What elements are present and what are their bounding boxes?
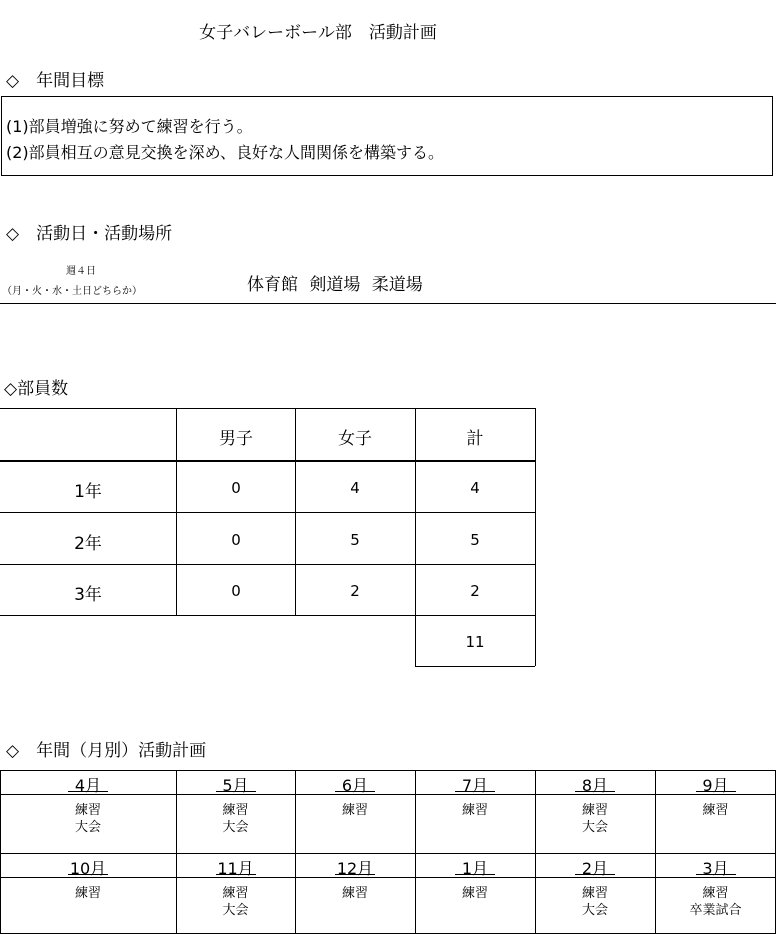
activity-label: 練習 [341,886,368,901]
month-label: 12月 [336,859,374,878]
activity-label: 練習 [74,886,101,901]
goals-heading: ◇ 年間目標 [6,71,105,91]
activity-label: 大会 [74,820,101,835]
member-col-header: 女子 [338,429,372,449]
month-label: 10月 [69,859,107,878]
month-underline [68,791,108,792]
boys-count: 0 [231,479,241,497]
month-label: 3月 [702,859,729,878]
month-underline [335,791,375,792]
grade-label: 1年 [74,482,102,502]
activity-days: （月・火・水・土日どちらか） [2,286,142,297]
plan-heading: ◇ 年間（月別）活動計画 [6,741,207,761]
month-label: 11月 [217,859,254,878]
section-divider [0,303,776,304]
activity-heading: ◇ 活動日・活動場所 [6,224,173,244]
girls-count: 2 [350,582,360,600]
row-total: 5 [470,531,480,549]
activity-label: 卒業試合 [689,903,742,918]
month-label: 5月 [222,776,249,795]
activity-label: 大会 [222,903,249,918]
activity-label: 練習 [581,886,608,901]
month-underline [575,874,615,875]
activity-label: 練習 [702,803,729,818]
month-underline [455,874,495,875]
activity-label: 大会 [581,903,608,918]
month-underline [216,791,256,792]
activity-label: 練習 [74,803,101,818]
month-underline [68,874,108,875]
month-label: 6月 [341,776,369,795]
month-underline [335,874,375,875]
month-underline [696,874,736,875]
month-label: 9月 [702,776,729,795]
plan-grid-line [0,853,776,854]
row-total: 4 [470,479,480,497]
activity-frequency: 週４日 [66,266,96,277]
activity-label: 練習 [461,803,488,818]
month-underline [216,874,256,875]
goal-item-2: (2)部員相互の意見交換を深め、良好な人間関係を構築する。 [6,143,445,162]
activity-label: 練習 [222,803,249,818]
member-table-line [0,408,535,409]
member-col-header: 男子 [219,429,253,449]
member-table-line [0,615,535,616]
member-table-line [0,460,535,462]
activity-label: 練習 [702,886,729,901]
month-underline [455,791,495,792]
boys-count: 0 [231,582,241,600]
member-table-line [535,408,536,666]
activity-label: 練習 [222,886,249,901]
page-title: 女子バレーボール部 活動計画 [199,23,437,43]
member-table-line [415,666,535,667]
members-heading: ◇部員数 [4,379,69,399]
grade-label: 3年 [74,585,102,605]
girls-count: 4 [350,479,360,497]
grand-total: 11 [465,633,485,651]
girls-count: 5 [350,531,360,549]
activity-label: 大会 [581,820,608,835]
grade-label: 2年 [74,534,102,554]
member-col-header: 計 [466,429,484,449]
member-table-line [0,564,535,565]
activity-label: 練習 [461,886,488,901]
month-label: 8月 [581,776,609,795]
member-table-line [0,512,535,513]
activity-label: 大会 [222,820,249,835]
boys-count: 0 [231,531,241,549]
month-underline [575,791,615,792]
row-total: 2 [470,582,480,600]
month-label: 7月 [461,776,489,795]
activity-venues: 体育館 剣道場 柔道場 [247,275,423,295]
month-label: 1月 [461,859,489,878]
activity-label: 練習 [581,803,608,818]
month-label: 2月 [581,859,609,878]
goal-item-1: (1)部員増強に努めて練習を行う。 [6,117,253,136]
month-underline [696,791,736,792]
activity-label: 練習 [341,803,368,818]
month-label: 4月 [74,776,102,795]
